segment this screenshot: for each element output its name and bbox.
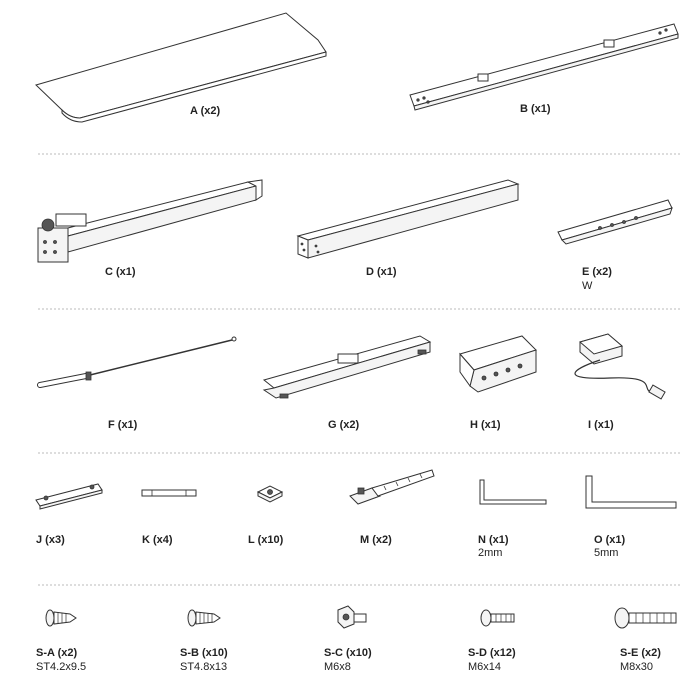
size-sc: M6x8: [324, 661, 351, 673]
label-j: J (x3): [36, 534, 65, 546]
label-sb: S-B (x10): [180, 647, 228, 659]
label-m: M (x2): [360, 534, 392, 546]
part-f-cable: [40, 337, 236, 385]
size-sa: ST4.2x9.5: [36, 661, 87, 673]
label-l: L (x10): [248, 534, 284, 546]
part-e-bracket: [558, 200, 672, 244]
label-d: D (x1): [366, 266, 397, 278]
part-se-bolt: [615, 608, 676, 628]
note-e: W: [582, 280, 593, 292]
size-sb: ST4.8x13: [180, 661, 228, 673]
label-i: I (x1): [588, 419, 614, 431]
label-b: B (x1): [520, 103, 551, 115]
size-o: 5mm: [594, 547, 619, 559]
part-d-leg-tube: [298, 180, 518, 258]
size-n: 2mm: [478, 547, 503, 559]
label-sa: S-A (x2): [36, 647, 78, 659]
part-sd-bolt: [481, 610, 514, 626]
part-k-pin: [142, 490, 196, 496]
part-o-allen-key: [586, 476, 676, 508]
size-sd: M6x14: [468, 661, 502, 673]
label-h: H (x1): [470, 419, 501, 431]
part-g-foot: [264, 336, 430, 398]
label-se: S-E (x2): [620, 647, 661, 659]
part-m-cable-clip: [350, 470, 434, 504]
part-h-control-box: [460, 336, 536, 392]
size-se: M8x30: [620, 661, 654, 673]
label-n: N (x1): [478, 534, 509, 546]
part-j-plate: [36, 484, 102, 509]
label-a: A (x2): [190, 105, 221, 117]
part-c-motor-leg: [38, 180, 262, 262]
part-a-desktop-panel: [36, 13, 326, 122]
part-sb-screw: [188, 610, 220, 626]
part-l-square-nut: [258, 486, 282, 502]
label-sd: S-D (x12): [468, 647, 516, 659]
label-f: F (x1): [108, 419, 138, 431]
label-e: E (x2): [582, 266, 612, 278]
label-g: G (x2): [328, 419, 360, 431]
label-o: O (x1): [594, 534, 626, 546]
part-n-allen-key: [480, 480, 546, 504]
label-k: K (x4): [142, 534, 173, 546]
part-sc-bolt: [338, 606, 366, 628]
part-sa-screw: [46, 610, 76, 626]
part-i-power-adapter: [575, 334, 665, 399]
label-c: C (x1): [105, 266, 136, 278]
label-sc: S-C (x10): [324, 647, 372, 659]
part-b-cross-rail: [410, 24, 678, 110]
